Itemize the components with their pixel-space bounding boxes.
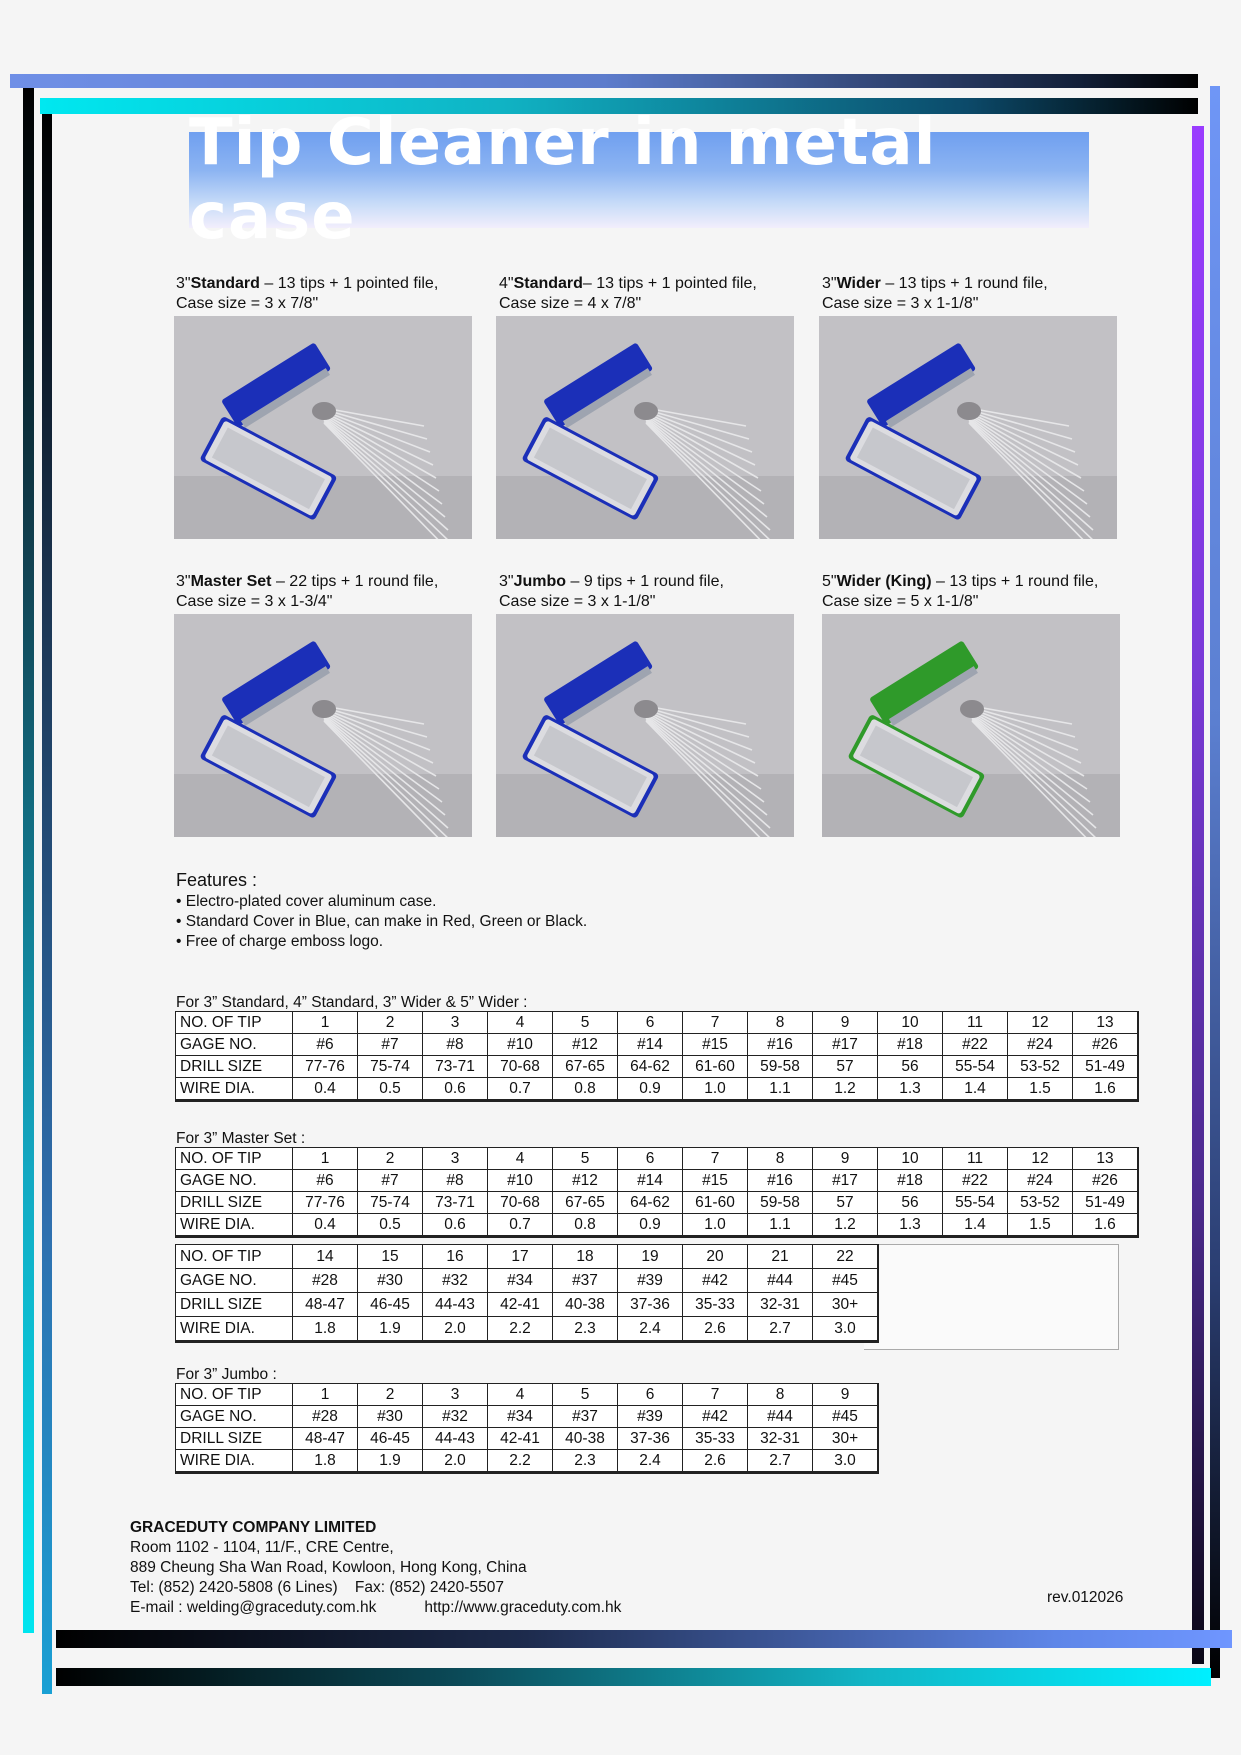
table-cell: 32-31 xyxy=(748,1428,813,1450)
product-size: 3" xyxy=(176,275,191,292)
row-label: WIRE DIA. xyxy=(176,1317,293,1342)
table-cell: 1.2 xyxy=(813,1214,878,1237)
table-cell: 4 xyxy=(488,1148,553,1170)
table-cell: 1.1 xyxy=(748,1078,813,1101)
product-size: 3" xyxy=(822,275,837,292)
table-empty-cell xyxy=(864,1244,1119,1350)
product-size: 5" xyxy=(822,573,837,590)
standard-table-caption: For 3” Standard, 4” Standard, 3” Wider & 5” Wider : xyxy=(176,994,528,1011)
row-label: NO. OF TIP xyxy=(176,1384,293,1406)
table-cell: 6 xyxy=(618,1148,683,1170)
product-case-size: Case size = 5 x 1-1/8" xyxy=(822,593,979,610)
page-title: Tip Cleaner in metal case xyxy=(189,106,937,254)
table-cell: 0.7 xyxy=(488,1078,553,1101)
table-cell: #37 xyxy=(553,1269,618,1293)
product-description: – 13 tips + 1 round file, xyxy=(880,275,1048,292)
table-cell: 56 xyxy=(878,1192,943,1214)
revision-label: rev.012026 xyxy=(1047,1589,1124,1606)
table-cell: 42-41 xyxy=(488,1428,553,1450)
table-cell: 64-62 xyxy=(618,1056,683,1078)
table-row xyxy=(176,1317,879,1342)
table-cell: 13 xyxy=(1073,1148,1139,1170)
jumbo-spec-table xyxy=(175,1383,879,1474)
company-name: GRACEDUTY COMPANY LIMITED xyxy=(130,1519,377,1536)
row-label: GAGE NO. xyxy=(176,1406,293,1428)
product-caption xyxy=(822,572,1122,612)
standard-spec-table xyxy=(175,1011,1139,1102)
table-cell: 73-71 xyxy=(423,1056,488,1078)
jumbo-table-caption: For 3” Jumbo : xyxy=(176,1366,277,1383)
table-cell: 2.3 xyxy=(553,1450,618,1473)
table-cell: 0.5 xyxy=(358,1078,423,1101)
table-row xyxy=(176,1034,1139,1056)
table-cell: 3 xyxy=(423,1148,488,1170)
tip-cleaner-illustration xyxy=(819,316,1117,539)
table-cell: 2.4 xyxy=(618,1450,683,1473)
table-cell: 1 xyxy=(293,1148,358,1170)
table-cell: 19 xyxy=(618,1245,683,1269)
table-cell: 2.2 xyxy=(488,1450,553,1473)
product-size: 3" xyxy=(176,573,191,590)
table-cell: #42 xyxy=(683,1406,748,1428)
table-row xyxy=(176,1384,879,1406)
table-cell: 9 xyxy=(813,1384,879,1406)
decorative-bar-bottom-cyan xyxy=(56,1668,1211,1686)
product-photo xyxy=(822,614,1120,837)
table-cell: 59-58 xyxy=(748,1192,813,1214)
table-cell: 4 xyxy=(488,1012,553,1034)
table-cell: 10 xyxy=(878,1012,943,1034)
table-cell: 0.6 xyxy=(423,1214,488,1237)
product-photo xyxy=(496,316,794,539)
table-cell: 1.0 xyxy=(683,1214,748,1237)
row-label: GAGE NO. xyxy=(176,1034,293,1056)
table-cell: 1.3 xyxy=(878,1078,943,1101)
product-case-size: Case size = 3 x 1-3/4" xyxy=(176,593,333,610)
table-cell: 35-33 xyxy=(683,1293,748,1317)
table-cell: #42 xyxy=(683,1269,748,1293)
decorative-bar-left xyxy=(23,88,34,1633)
table-cell: #34 xyxy=(488,1269,553,1293)
row-label: NO. OF TIP xyxy=(176,1245,293,1269)
table-cell: 3 xyxy=(423,1012,488,1034)
row-label: GAGE NO. xyxy=(176,1269,293,1293)
product-case-size: Case size = 3 x 1-1/8" xyxy=(822,295,979,312)
table-cell: #15 xyxy=(683,1170,748,1192)
table-cell: 77-76 xyxy=(293,1056,358,1078)
table-cell: #39 xyxy=(618,1269,683,1293)
table-cell: 3.0 xyxy=(813,1450,879,1473)
table-cell: 0.7 xyxy=(488,1214,553,1237)
table-cell: 64-62 xyxy=(618,1192,683,1214)
table-cell: #24 xyxy=(1008,1034,1073,1056)
table-cell: 10 xyxy=(878,1148,943,1170)
table-cell: 5 xyxy=(553,1012,618,1034)
product-caption xyxy=(499,572,799,612)
table-cell: 0.4 xyxy=(293,1078,358,1101)
table-cell: 3 xyxy=(423,1384,488,1406)
title-banner xyxy=(189,106,1089,254)
product-size: 3" xyxy=(499,573,514,590)
table-cell: #28 xyxy=(293,1406,358,1428)
features-section xyxy=(176,868,587,952)
table-cell: 42-41 xyxy=(488,1293,553,1317)
product-name: Master Set xyxy=(190,573,272,590)
table-cell: 2.3 xyxy=(553,1317,618,1342)
table-row xyxy=(176,1269,879,1293)
table-cell: 21 xyxy=(748,1245,813,1269)
row-label: WIRE DIA. xyxy=(176,1078,293,1101)
table-row xyxy=(176,1293,879,1317)
table-cell: 48-47 xyxy=(293,1293,358,1317)
table-row xyxy=(176,1406,879,1428)
table-cell: 0.8 xyxy=(553,1078,618,1101)
table-cell: 13 xyxy=(1073,1012,1139,1034)
table-row xyxy=(176,1450,879,1473)
table-cell: 37-36 xyxy=(618,1428,683,1450)
table-cell: 2 xyxy=(358,1012,423,1034)
table-row xyxy=(176,1428,879,1450)
table-row xyxy=(176,1170,1139,1192)
row-label: DRILL SIZE xyxy=(176,1293,293,1317)
table-cell: 2.7 xyxy=(748,1317,813,1342)
table-cell: #18 xyxy=(878,1034,943,1056)
table-cell: 40-38 xyxy=(553,1428,618,1450)
decorative-bar-top xyxy=(10,74,1198,88)
table-cell: 57 xyxy=(813,1192,878,1214)
table-cell: #17 xyxy=(813,1034,878,1056)
table-row xyxy=(176,1214,1139,1237)
table-cell: #16 xyxy=(748,1034,813,1056)
table-cell: 3.0 xyxy=(813,1317,879,1342)
table-cell: #24 xyxy=(1008,1170,1073,1192)
table-cell: 48-47 xyxy=(293,1428,358,1450)
table-cell: 73-71 xyxy=(423,1192,488,1214)
table-cell: 2 xyxy=(358,1384,423,1406)
product-photo xyxy=(819,316,1117,539)
table-cell: #7 xyxy=(358,1170,423,1192)
table-cell: 40-38 xyxy=(553,1293,618,1317)
table-cell: 61-60 xyxy=(683,1192,748,1214)
feature-item: • Electro-plated cover aluminum case. xyxy=(176,893,437,910)
table-cell: 1.6 xyxy=(1073,1214,1139,1237)
product-case-size: Case size = 4 x 7/8" xyxy=(499,295,642,312)
company-phone: Tel: (852) 2420-5808 (6 Lines) Fax: (852) 2420-5507 xyxy=(130,1579,504,1596)
table-cell: #17 xyxy=(813,1170,878,1192)
table-row xyxy=(176,1056,1139,1078)
table-cell: #22 xyxy=(943,1170,1008,1192)
table-cell: 53-52 xyxy=(1008,1056,1073,1078)
table-cell: 35-33 xyxy=(683,1428,748,1450)
decorative-bar-right xyxy=(1210,86,1220,1678)
product-name: Jumbo xyxy=(513,573,567,590)
product-name: Standard xyxy=(190,275,260,292)
table-cell: #16 xyxy=(748,1170,813,1192)
table-cell: 1.6 xyxy=(1073,1078,1139,1101)
table-cell: #30 xyxy=(358,1269,423,1293)
table-cell: 2.0 xyxy=(423,1450,488,1473)
table-cell: 4 xyxy=(488,1384,553,1406)
table-cell: 46-45 xyxy=(358,1293,423,1317)
table-cell: 2 xyxy=(358,1148,423,1170)
table-cell: 51-49 xyxy=(1073,1192,1139,1214)
table-cell: #14 xyxy=(618,1034,683,1056)
table-cell: 70-68 xyxy=(488,1192,553,1214)
table-cell: #45 xyxy=(813,1269,879,1293)
table-cell: 53-52 xyxy=(1008,1192,1073,1214)
table-cell: 9 xyxy=(813,1148,878,1170)
table-cell: #12 xyxy=(553,1170,618,1192)
table-cell: 1.1 xyxy=(748,1214,813,1237)
table-cell: #10 xyxy=(488,1170,553,1192)
table-cell: #8 xyxy=(423,1034,488,1056)
product-description: – 13 tips + 1 pointed file, xyxy=(582,275,757,292)
table-cell: 11 xyxy=(943,1148,1008,1170)
table-cell: 37-36 xyxy=(618,1293,683,1317)
row-label: NO. OF TIP xyxy=(176,1012,293,1034)
table-cell: #6 xyxy=(293,1034,358,1056)
product-caption xyxy=(499,274,799,314)
tip-cleaner-illustration xyxy=(174,614,472,837)
table-cell: 32-31 xyxy=(748,1293,813,1317)
product-description: – 13 tips + 1 pointed file, xyxy=(259,275,439,292)
table-cell: 67-65 xyxy=(553,1056,618,1078)
company-email[interactable]: E-mail : welding@graceduty.com.hk xyxy=(130,1599,377,1616)
table-cell: 1.2 xyxy=(813,1078,878,1101)
table-cell: 1.9 xyxy=(358,1450,423,1473)
table-cell: 8 xyxy=(748,1012,813,1034)
table-cell: 18 xyxy=(553,1245,618,1269)
table-cell: 1 xyxy=(293,1384,358,1406)
table-row xyxy=(176,1012,1139,1034)
product-name: Wider xyxy=(836,275,881,292)
table-row xyxy=(176,1078,1139,1101)
table-row xyxy=(176,1192,1139,1214)
table-cell: 5 xyxy=(553,1148,618,1170)
table-cell: 51-49 xyxy=(1073,1056,1139,1078)
decorative-bar-right-inner xyxy=(1192,126,1204,1664)
table-cell: #15 xyxy=(683,1034,748,1056)
product-case-size: Case size = 3 x 1-1/8" xyxy=(499,593,656,610)
table-cell: 8 xyxy=(748,1148,813,1170)
table-cell: #37 xyxy=(553,1406,618,1428)
row-label: DRILL SIZE xyxy=(176,1192,293,1214)
table-cell: 55-54 xyxy=(943,1056,1008,1078)
table-cell: 75-74 xyxy=(358,1056,423,1078)
row-label: GAGE NO. xyxy=(176,1170,293,1192)
master-table-caption: For 3” Master Set : xyxy=(176,1130,306,1147)
table-cell: 61-60 xyxy=(683,1056,748,1078)
product-case-size: Case size = 3 x 7/8" xyxy=(176,295,319,312)
table-cell: #34 xyxy=(488,1406,553,1428)
decorative-bar-left-inner xyxy=(42,114,52,1694)
table-cell: 57 xyxy=(813,1056,878,1078)
product-description: – 22 tips + 1 round file, xyxy=(271,573,439,590)
table-cell: 0.9 xyxy=(618,1078,683,1101)
table-cell: #26 xyxy=(1073,1170,1139,1192)
table-cell: 14 xyxy=(293,1245,358,1269)
table-cell: 0.8 xyxy=(553,1214,618,1237)
table-cell: #8 xyxy=(423,1170,488,1192)
row-label: WIRE DIA. xyxy=(176,1450,293,1473)
table-cell: #6 xyxy=(293,1170,358,1192)
product-photo xyxy=(496,614,794,837)
table-cell: #39 xyxy=(618,1406,683,1428)
table-cell: #30 xyxy=(358,1406,423,1428)
table-cell: 44-43 xyxy=(423,1293,488,1317)
table-cell: #44 xyxy=(748,1406,813,1428)
table-cell: 1.4 xyxy=(943,1214,1008,1237)
product-caption xyxy=(176,274,476,314)
table-cell: 11 xyxy=(943,1012,1008,1034)
table-cell: 55-54 xyxy=(943,1192,1008,1214)
product-caption xyxy=(176,572,476,612)
table-cell: 59-58 xyxy=(748,1056,813,1078)
table-cell: #32 xyxy=(423,1406,488,1428)
table-cell: 2.0 xyxy=(423,1317,488,1342)
table-cell: #44 xyxy=(748,1269,813,1293)
product-photo xyxy=(174,316,472,539)
features-title: Features : xyxy=(176,870,258,890)
table-cell: 1.8 xyxy=(293,1450,358,1473)
table-cell: 46-45 xyxy=(358,1428,423,1450)
table-cell: 2.2 xyxy=(488,1317,553,1342)
table-cell: 5 xyxy=(553,1384,618,1406)
company-address: 889 Cheung Sha Wan Road, Kowloon, Hong Kong, China xyxy=(130,1559,527,1576)
row-label: DRILL SIZE xyxy=(176,1056,293,1078)
product-caption xyxy=(822,274,1122,314)
table-cell: 1.3 xyxy=(878,1214,943,1237)
table-cell: 0.6 xyxy=(423,1078,488,1101)
table-cell: #45 xyxy=(813,1406,879,1428)
table-cell: 6 xyxy=(618,1012,683,1034)
table-cell: 44-43 xyxy=(423,1428,488,1450)
table-cell: 2.6 xyxy=(683,1450,748,1473)
tip-cleaner-illustration xyxy=(822,614,1120,837)
table-cell: #10 xyxy=(488,1034,553,1056)
table-cell: #22 xyxy=(943,1034,1008,1056)
table-cell: #28 xyxy=(293,1269,358,1293)
table-cell: 1.9 xyxy=(358,1317,423,1342)
table-cell: 30+ xyxy=(813,1293,879,1317)
table-cell: 2.7 xyxy=(748,1450,813,1473)
row-label: WIRE DIA. xyxy=(176,1214,293,1237)
product-description: – 9 tips + 1 round file, xyxy=(566,573,724,590)
table-cell: 7 xyxy=(683,1012,748,1034)
decorative-bar-bottom xyxy=(56,1630,1232,1648)
table-cell: 1 xyxy=(293,1012,358,1034)
company-address: Room 1102 - 1104, 11/F., CRE Centre, xyxy=(130,1539,394,1556)
table-cell: 0.9 xyxy=(618,1214,683,1237)
company-website[interactable]: http://www.graceduty.com.hk xyxy=(424,1599,622,1616)
table-row xyxy=(176,1148,1139,1170)
table-cell: #18 xyxy=(878,1170,943,1192)
table-cell: 20 xyxy=(683,1245,748,1269)
table-cell: 0.4 xyxy=(293,1214,358,1237)
table-cell: 7 xyxy=(683,1148,748,1170)
table-cell: 16 xyxy=(423,1245,488,1269)
table-cell: #32 xyxy=(423,1269,488,1293)
feature-item: • Standard Cover in Blue, can make in Red, Green or Black. xyxy=(176,913,588,930)
company-info xyxy=(130,1518,621,1618)
table-row xyxy=(176,1245,879,1269)
product-photo xyxy=(174,614,472,837)
tip-cleaner-illustration xyxy=(496,614,794,837)
row-label: NO. OF TIP xyxy=(176,1148,293,1170)
table-cell: 15 xyxy=(358,1245,423,1269)
table-cell: 56 xyxy=(878,1056,943,1078)
tip-cleaner-illustration xyxy=(496,316,794,539)
table-cell: 8 xyxy=(748,1384,813,1406)
table-cell: #12 xyxy=(553,1034,618,1056)
table-cell: 1.5 xyxy=(1008,1078,1073,1101)
table-cell: 9 xyxy=(813,1012,878,1034)
master-spec-table-extra xyxy=(175,1244,879,1343)
table-cell: 30+ xyxy=(813,1428,879,1450)
table-cell: 67-65 xyxy=(553,1192,618,1214)
table-cell: 77-76 xyxy=(293,1192,358,1214)
product-name: Wider (King) xyxy=(836,573,932,590)
table-cell: 12 xyxy=(1008,1148,1073,1170)
feature-item: • Free of charge emboss logo. xyxy=(176,933,384,950)
master-spec-table xyxy=(175,1147,1139,1238)
table-cell: #14 xyxy=(618,1170,683,1192)
table-cell: 17 xyxy=(488,1245,553,1269)
table-cell: 12 xyxy=(1008,1012,1073,1034)
table-cell: #26 xyxy=(1073,1034,1139,1056)
table-cell: 0.5 xyxy=(358,1214,423,1237)
tip-cleaner-illustration xyxy=(174,316,472,539)
table-cell: 2.6 xyxy=(683,1317,748,1342)
table-cell: 7 xyxy=(683,1384,748,1406)
table-cell: 70-68 xyxy=(488,1056,553,1078)
table-cell: #7 xyxy=(358,1034,423,1056)
table-cell: 1.4 xyxy=(943,1078,1008,1101)
table-cell: 2.4 xyxy=(618,1317,683,1342)
table-cell: 75-74 xyxy=(358,1192,423,1214)
table-cell: 1.0 xyxy=(683,1078,748,1101)
product-description: – 13 tips + 1 round file, xyxy=(931,573,1099,590)
table-cell: 22 xyxy=(813,1245,879,1269)
product-name: Standard xyxy=(513,275,583,292)
product-size: 4" xyxy=(499,275,514,292)
table-cell: 1.8 xyxy=(293,1317,358,1342)
table-cell: 1.5 xyxy=(1008,1214,1073,1237)
table-cell: 6 xyxy=(618,1384,683,1406)
row-label: DRILL SIZE xyxy=(176,1428,293,1450)
